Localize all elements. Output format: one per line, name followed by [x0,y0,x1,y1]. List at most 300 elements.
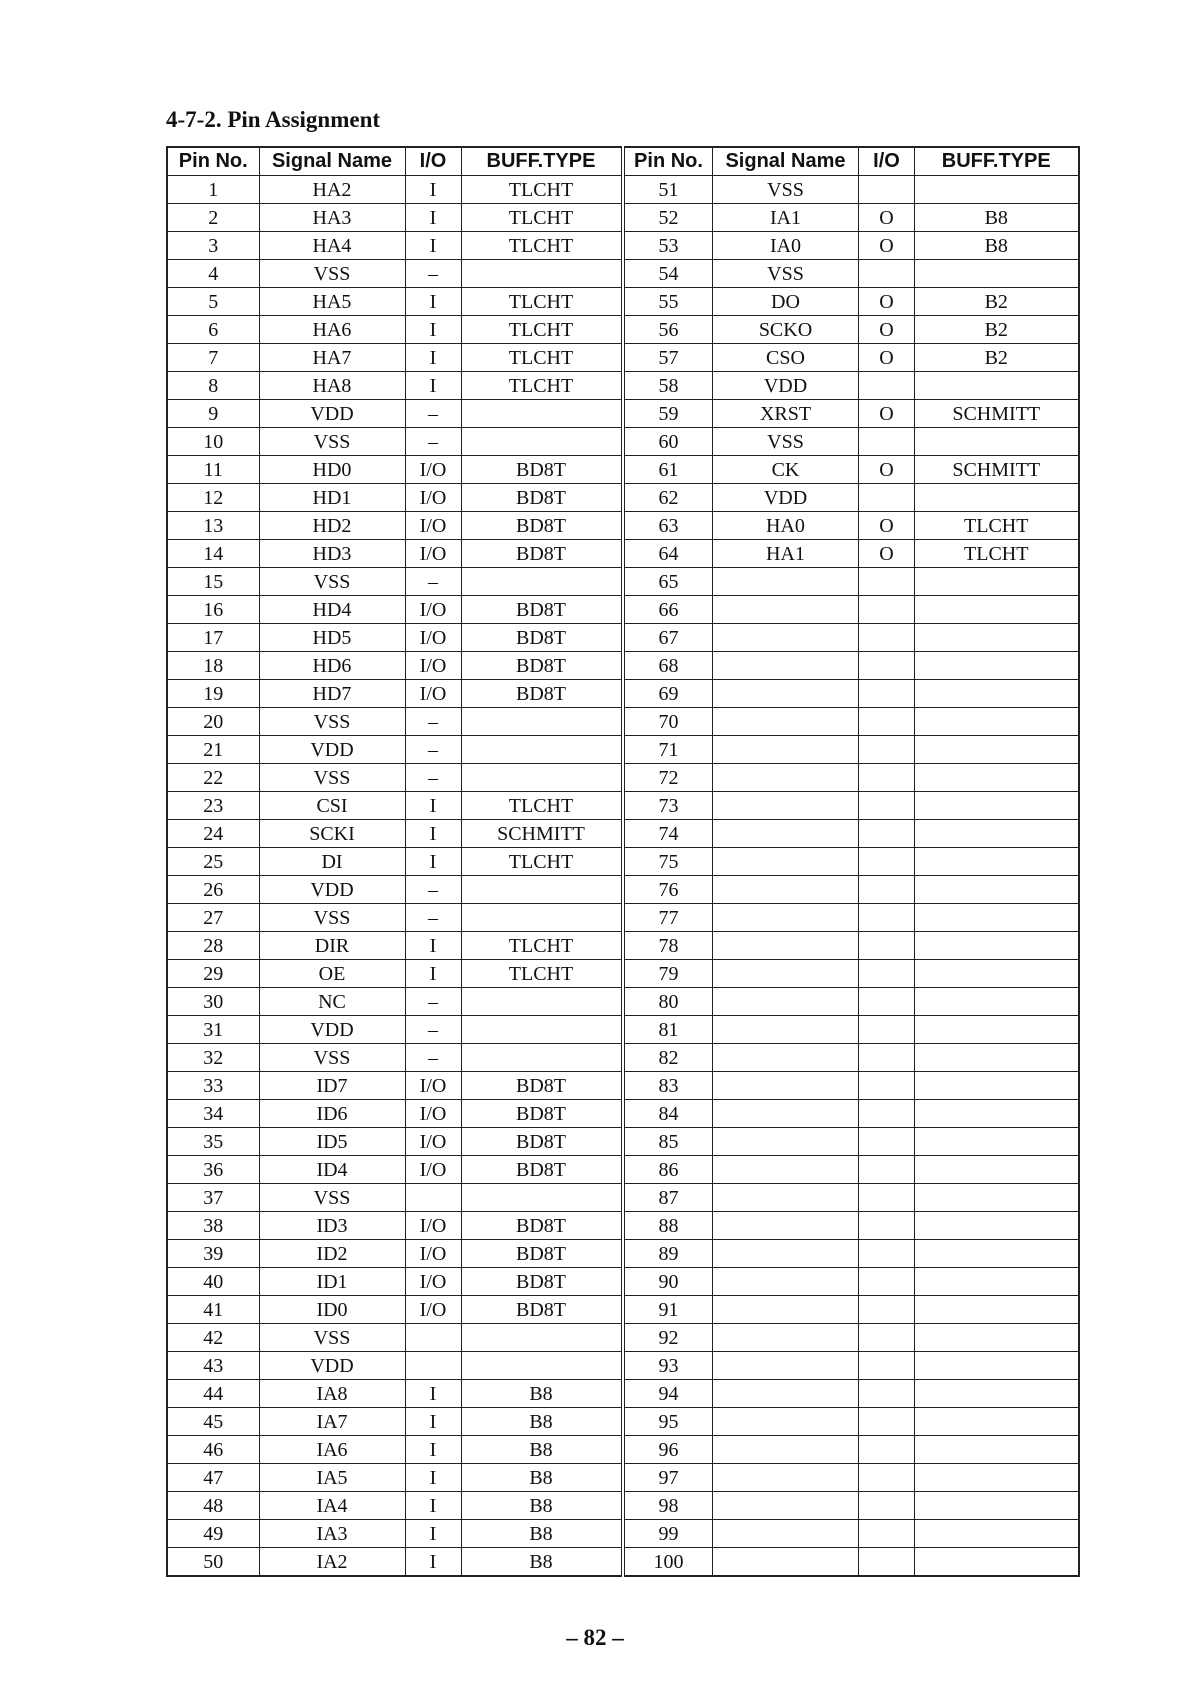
signal-name-cell: OE [259,960,405,988]
signal-name-cell [713,1240,859,1268]
signal-name-cell: NC [259,988,405,1016]
pin-number-cell: 45 [167,1408,259,1436]
signal-name-cell: CK [713,456,859,484]
buff-type-cell [915,708,1079,736]
buff-type-cell: BD8T [461,1128,621,1156]
col-header-buff-type: BUFF.TYPE [461,147,621,176]
table-row [625,876,1079,904]
signal-name-cell: HA4 [259,232,405,260]
signal-name-cell [713,652,859,680]
pin-table-right [624,146,1080,1577]
io-cell: I/O [405,1156,461,1184]
table-row [625,232,1079,260]
io-cell [859,1492,915,1520]
buff-type-cell: B8 [461,1380,621,1408]
table-row [167,176,621,204]
buff-type-cell: TLCHT [915,540,1079,568]
buff-type-cell [915,1184,1079,1212]
table-row [167,288,621,316]
io-cell: – [405,876,461,904]
table-row [167,1408,621,1436]
io-cell [859,428,915,456]
io-cell: – [405,904,461,932]
table-row [167,1520,621,1548]
buff-type-cell [915,876,1079,904]
pin-number-cell: 3 [167,232,259,260]
table-row [625,568,1079,596]
io-cell: – [405,568,461,596]
table-row [625,1380,1079,1408]
buff-type-cell: B8 [461,1408,621,1436]
io-cell: O [859,344,915,372]
pin-number-cell: 8 [167,372,259,400]
table-row [167,904,621,932]
table-row [167,960,621,988]
buff-type-cell: BD8T [461,484,621,512]
table-row [167,596,621,624]
table-row [625,260,1079,288]
buff-type-cell: BD8T [461,1296,621,1324]
table-row [625,344,1079,372]
pin-number-cell: 97 [625,1464,713,1492]
io-cell: I [405,1436,461,1464]
pin-number-cell: 44 [167,1380,259,1408]
signal-name-cell: HA0 [713,512,859,540]
table-row [625,736,1079,764]
table-row [167,1352,621,1380]
signal-name-cell [713,1100,859,1128]
io-cell: I/O [405,1072,461,1100]
signal-name-cell: VSS [259,904,405,932]
buff-type-cell: BD8T [461,1072,621,1100]
signal-name-cell [713,1436,859,1464]
table-row [625,1016,1079,1044]
buff-type-cell [915,960,1079,988]
signal-name-cell [713,1016,859,1044]
col-header-buff-type: BUFF.TYPE [915,147,1079,176]
table-row [167,988,621,1016]
pin-number-cell: 41 [167,1296,259,1324]
signal-name-cell: IA2 [259,1548,405,1577]
table-row [625,596,1079,624]
signal-name-cell: HA7 [259,344,405,372]
io-cell [859,652,915,680]
io-cell: O [859,512,915,540]
buff-type-cell: B2 [915,344,1079,372]
signal-name-cell: VSS [713,260,859,288]
buff-type-cell [915,680,1079,708]
io-cell [859,1128,915,1156]
pin-number-cell: 65 [625,568,713,596]
io-cell: O [859,316,915,344]
buff-type-cell: BD8T [461,1100,621,1128]
signal-name-cell: VSS [259,428,405,456]
signal-name-cell [713,1156,859,1184]
io-cell [859,1436,915,1464]
buff-type-cell [461,764,621,792]
signal-name-cell: IA5 [259,1464,405,1492]
signal-name-cell: IA3 [259,1520,405,1548]
signal-name-cell: ID7 [259,1072,405,1100]
buff-type-cell [915,792,1079,820]
pin-number-cell: 34 [167,1100,259,1128]
pin-number-cell: 47 [167,1464,259,1492]
signal-name-cell [713,1408,859,1436]
pin-number-cell: 73 [625,792,713,820]
io-cell [859,1352,915,1380]
pin-number-cell: 9 [167,400,259,428]
pin-number-cell: 4 [167,260,259,288]
signal-name-cell: IA8 [259,1380,405,1408]
table-row [167,652,621,680]
table-row [167,1464,621,1492]
table-row [625,1072,1079,1100]
table-row [625,1520,1079,1548]
signal-name-cell: VDD [259,1016,405,1044]
buff-type-cell [461,988,621,1016]
io-cell: O [859,232,915,260]
io-cell: – [405,764,461,792]
buff-type-cell: SCHMITT [461,820,621,848]
signal-name-cell [713,568,859,596]
table-row [625,1156,1079,1184]
pin-number-cell: 51 [625,176,713,204]
table-row [167,680,621,708]
pin-number-cell: 72 [625,764,713,792]
buff-type-cell [915,1492,1079,1520]
io-cell: I/O [405,1240,461,1268]
pin-number-cell: 39 [167,1240,259,1268]
table-row [625,848,1079,876]
io-cell [859,260,915,288]
buff-type-cell [915,1408,1079,1436]
table-row [625,1352,1079,1380]
table-row [625,1240,1079,1268]
signal-name-cell [713,988,859,1016]
buff-type-cell [461,736,621,764]
pin-number-cell: 37 [167,1184,259,1212]
io-cell: I/O [405,1128,461,1156]
io-cell: I/O [405,484,461,512]
pin-number-cell: 91 [625,1296,713,1324]
pin-number-cell: 13 [167,512,259,540]
signal-name-cell: SCKI [259,820,405,848]
signal-name-cell [713,736,859,764]
io-cell [859,596,915,624]
signal-name-cell: ID0 [259,1296,405,1324]
pin-number-cell: 61 [625,456,713,484]
pin-number-cell: 68 [625,652,713,680]
buff-type-cell: BD8T [461,1212,621,1240]
pin-number-cell: 42 [167,1324,259,1352]
pin-number-cell: 59 [625,400,713,428]
signal-name-cell: VSS [259,1324,405,1352]
signal-name-cell: HD3 [259,540,405,568]
signal-name-cell: HD0 [259,456,405,484]
buff-type-cell [915,1212,1079,1240]
pin-number-cell: 22 [167,764,259,792]
table-row [625,624,1079,652]
buff-type-cell [915,1464,1079,1492]
buff-type-cell [915,260,1079,288]
table-row [167,1268,621,1296]
table-row [167,1184,621,1212]
buff-type-cell: BD8T [461,680,621,708]
io-cell: I/O [405,1296,461,1324]
buff-type-cell: B2 [915,288,1079,316]
pin-number-cell: 24 [167,820,259,848]
table-row [167,932,621,960]
io-cell [859,764,915,792]
table-row [167,1128,621,1156]
io-cell: I [405,1548,461,1577]
io-cell: I/O [405,1268,461,1296]
table-row [625,1436,1079,1464]
io-cell: I [405,1492,461,1520]
io-cell: O [859,288,915,316]
buff-type-cell: TLCHT [461,960,621,988]
buff-type-cell: B8 [461,1436,621,1464]
buff-type-cell [915,1548,1079,1577]
pin-number-cell: 70 [625,708,713,736]
buff-type-cell [915,1156,1079,1184]
buff-type-cell [915,736,1079,764]
pin-number-cell: 58 [625,372,713,400]
pin-number-cell: 82 [625,1044,713,1072]
pin-number-cell: 71 [625,736,713,764]
signal-name-cell [713,820,859,848]
pin-number-cell: 40 [167,1268,259,1296]
pin-number-cell: 74 [625,820,713,848]
buff-type-cell [915,1268,1079,1296]
table-row [167,1072,621,1100]
pin-number-cell: 15 [167,568,259,596]
col-header-io: I/O [405,147,461,176]
pin-number-cell: 66 [625,596,713,624]
io-cell [859,1240,915,1268]
signal-name-cell [713,1268,859,1296]
buff-type-cell [915,988,1079,1016]
pin-number-cell: 26 [167,876,259,904]
signal-name-cell: HA5 [259,288,405,316]
pin-number-cell: 14 [167,540,259,568]
io-cell: I [405,1380,461,1408]
buff-type-cell: BD8T [461,1240,621,1268]
signal-name-cell: IA7 [259,1408,405,1436]
pin-number-cell: 89 [625,1240,713,1268]
io-cell: I/O [405,652,461,680]
signal-name-cell [713,624,859,652]
pin-number-cell: 62 [625,484,713,512]
signal-name-cell [713,1128,859,1156]
buff-type-cell: B2 [915,316,1079,344]
buff-type-cell: SCHMITT [915,400,1079,428]
io-cell: I [405,792,461,820]
signal-name-cell: HA6 [259,316,405,344]
table-row [625,1464,1079,1492]
signal-name-cell: HD6 [259,652,405,680]
table-row [167,232,621,260]
buff-type-cell [915,596,1079,624]
signal-name-cell: HD1 [259,484,405,512]
table-row [625,932,1079,960]
table-row [167,1100,621,1128]
io-cell [859,680,915,708]
table-row [625,428,1079,456]
pin-number-cell: 20 [167,708,259,736]
signal-name-cell [713,1492,859,1520]
table-row [625,1268,1079,1296]
io-cell: O [859,400,915,428]
buff-type-cell: B8 [461,1492,621,1520]
io-cell [405,1184,461,1212]
io-cell [859,1548,915,1577]
io-cell: I [405,1464,461,1492]
pin-number-cell: 1 [167,176,259,204]
pin-number-cell: 33 [167,1072,259,1100]
pin-number-cell: 81 [625,1016,713,1044]
table-row [167,1212,621,1240]
buff-type-cell [915,624,1079,652]
io-cell: – [405,1016,461,1044]
io-cell: I [405,372,461,400]
pin-number-cell: 35 [167,1128,259,1156]
signal-name-cell: HA2 [259,176,405,204]
buff-type-cell [915,1100,1079,1128]
io-cell: I/O [405,456,461,484]
buff-type-cell [915,764,1079,792]
page-title: 4-7-2. Pin Assignment [166,107,381,132]
pin-number-cell: 6 [167,316,259,344]
buff-type-cell [915,820,1079,848]
signal-name-cell: ID3 [259,1212,405,1240]
table-row [167,1016,621,1044]
pin-number-cell: 19 [167,680,259,708]
buff-type-cell [915,848,1079,876]
io-cell [859,792,915,820]
io-cell [859,736,915,764]
pin-number-cell: 21 [167,736,259,764]
io-cell: I [405,960,461,988]
pin-number-cell: 80 [625,988,713,1016]
table-row [167,792,621,820]
buff-type-cell [461,1184,621,1212]
signal-name-cell [713,1520,859,1548]
buff-type-cell [461,428,621,456]
table-row [167,484,621,512]
pin-number-cell: 17 [167,624,259,652]
table-row [625,1492,1079,1520]
buff-type-cell [461,1324,621,1352]
pin-number-cell: 96 [625,1436,713,1464]
buff-type-cell: B8 [915,232,1079,260]
table-row [167,708,621,736]
io-cell: I/O [405,680,461,708]
io-cell: – [405,428,461,456]
pin-number-cell: 78 [625,932,713,960]
pin-number-cell: 98 [625,1492,713,1520]
signal-name-cell: IA6 [259,1436,405,1464]
pin-number-cell: 95 [625,1408,713,1436]
buff-type-cell: BD8T [461,512,621,540]
table-row [167,1548,621,1577]
pin-number-cell: 87 [625,1184,713,1212]
buff-type-cell [461,904,621,932]
pin-number-cell: 69 [625,680,713,708]
io-cell: I/O [405,512,461,540]
io-cell [859,1100,915,1128]
io-cell: – [405,1044,461,1072]
pin-number-cell: 2 [167,204,259,232]
table-row [167,568,621,596]
signal-name-cell [713,1464,859,1492]
buff-type-cell: SCHMITT [915,456,1079,484]
io-cell [859,960,915,988]
io-cell: I/O [405,1100,461,1128]
buff-type-cell: TLCHT [461,288,621,316]
signal-name-cell: VSS [259,1184,405,1212]
pin-number-cell: 77 [625,904,713,932]
pin-number-cell: 10 [167,428,259,456]
pin-number-cell: 11 [167,456,259,484]
pin-number-cell: 56 [625,316,713,344]
signal-name-cell [713,792,859,820]
buff-type-cell [915,1128,1079,1156]
table-row [167,1324,621,1352]
io-cell [859,1408,915,1436]
table-row [625,1548,1079,1577]
pin-number-cell: 79 [625,960,713,988]
signal-name-cell [713,1184,859,1212]
signal-name-cell: ID5 [259,1128,405,1156]
table-row [167,876,621,904]
signal-name-cell [713,1212,859,1240]
io-cell: O [859,204,915,232]
io-cell: I/O [405,540,461,568]
io-cell: – [405,400,461,428]
table-row [625,680,1079,708]
signal-name-cell: XRST [713,400,859,428]
table-row [167,1044,621,1072]
buff-type-cell [915,932,1079,960]
buff-type-cell: TLCHT [461,316,621,344]
io-cell: I [405,204,461,232]
buff-type-cell [915,1380,1079,1408]
io-cell: I [405,1408,461,1436]
signal-name-cell [713,904,859,932]
io-cell: I [405,932,461,960]
signal-name-cell: DIR [259,932,405,960]
signal-name-cell [713,596,859,624]
io-cell [859,1184,915,1212]
table-row [625,988,1079,1016]
buff-type-cell [915,1072,1079,1100]
buff-type-cell [461,400,621,428]
pin-number-cell: 16 [167,596,259,624]
signal-name-cell: VSS [259,708,405,736]
table-row [167,204,621,232]
io-cell [859,1156,915,1184]
io-cell [859,848,915,876]
table-row [167,456,621,484]
io-cell: – [405,708,461,736]
buff-type-cell [915,1520,1079,1548]
pin-number-cell: 90 [625,1268,713,1296]
table-row [625,316,1079,344]
signal-name-cell: DO [713,288,859,316]
io-cell [859,176,915,204]
table-row [625,1044,1079,1072]
